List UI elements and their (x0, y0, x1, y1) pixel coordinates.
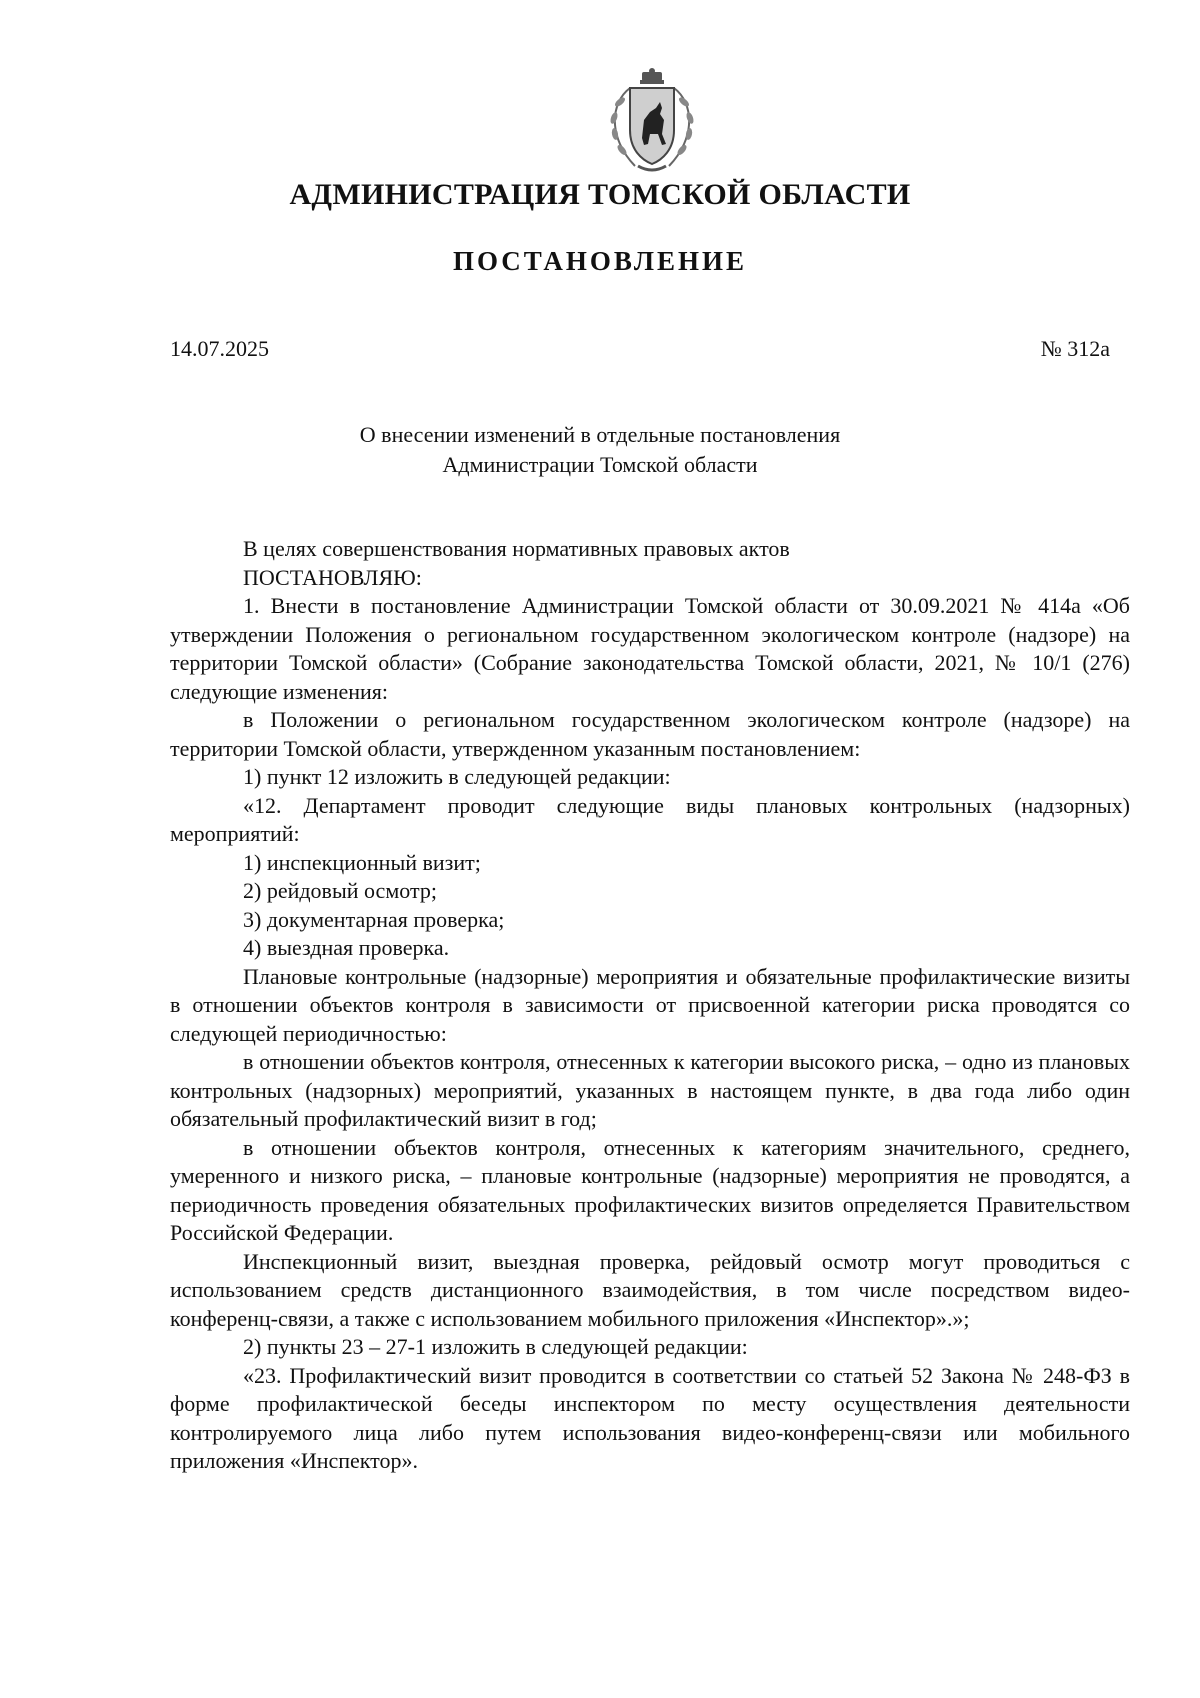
document-subject (300, 420, 900, 480)
subject-line: О внесении изменений в отдельные постановления (359, 422, 841, 447)
paragraph: в Положении о региональном государственном экологическом контроле (надзоре) на территории Томской области, утвержденном указанным постановлением: (170, 707, 1130, 761)
paragraph: 1) инспекционный визит; (243, 849, 481, 875)
paragraph: 3) документарная проверка; (243, 906, 505, 932)
paragraph: 2) пункты 23 – 27-1 изложить в следующей редакции: (243, 1334, 748, 1359)
paragraph: Инспекционный визит, выездная проверка, рейдовый осмотр могут проводиться с использованием средств дистанционного взаимодействия, в том числе посредством видео-конференц-связи, а также с использованием мобильного приложения «Инспектор».»; (170, 1248, 1130, 1331)
paragraph: 2) рейдовый осмотр; (243, 878, 437, 903)
document-number: № 312а (1040, 336, 1110, 361)
paragraph: в отношении объектов контроля, отнесенных к категориям значительного, среднего, умеренного и низкого риска, – плановые контрольные (надзорные) мероприятия не проводятся, а периодичность проведения обязательных профилактических визитов определяется Правительством Российской Федерации. (170, 1134, 1130, 1245)
paragraph: Плановые контрольные (надзорные) мероприятия и обязательные профилактические визиты в отношении объектов контроля в зависимости от присвоенной категории риска проводятся со следующей периодичностью: (170, 963, 1130, 1046)
paragraph: 4) выездная проверка. (243, 935, 450, 960)
coat-of-arms-emblem (590, 68, 714, 178)
paragraph: ПОСТАНОВЛЯЮ: (243, 564, 422, 590)
organization-title: АДМИНИСТРАЦИЯ ТОМСКОЙ ОБЛАСТИ (289, 178, 911, 211)
paragraph: «12. Департамент проводит следующие виды плановых контрольных (надзорных) мероприятий: (170, 792, 1130, 846)
document-date: 14.07.2025 (170, 336, 269, 361)
paragraph: «23. Профилактический визит проводится в соответствии со статьей 52 Закона № 248-ФЗ в форме профилактической беседы инспектором по месту осуществления деятельности контролируемого лица либо путем использования видео-конференц-связи или мобильного приложения «Инспектор». (170, 1362, 1130, 1473)
paragraph: 1. Внести в постановление Администрации Томской области от 30.09.2021 № 414а «Об утверждении Положения о региональном государственном экологическом контроле (надзоре) на территории Томской области» (Собрание законодательства Томской области, 2021, № 10/1 (276) следующие изменения: (170, 593, 1130, 704)
paragraph: 1) пункт 12 изложить в следующей редакции: (243, 764, 671, 789)
subject-line: Администрации Томской области (442, 452, 758, 477)
document-type: ПОСТАНОВЛЕНИЕ (452, 246, 748, 276)
document-body (170, 535, 1130, 1476)
paragraph: В целях совершенствования нормативных правовых актов (243, 536, 790, 561)
paragraph: в отношении объектов контроля, отнесенных к категории высокого риска, – одно из плановых контрольных (надзорных) мероприятий, указанных в настоящем пункте, в два года либо один обязательный профилактический визит в год; (170, 1049, 1130, 1131)
